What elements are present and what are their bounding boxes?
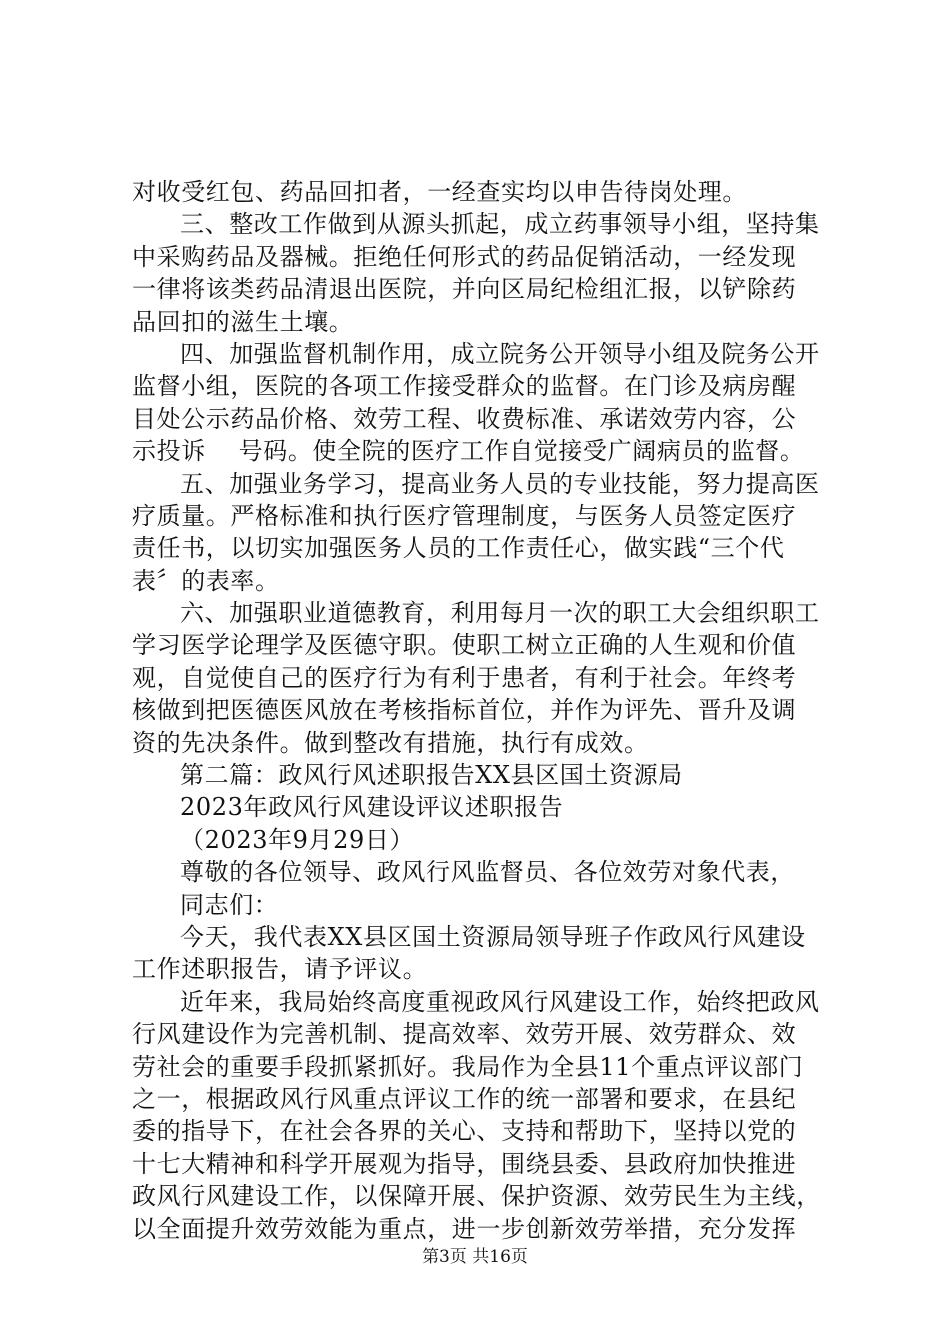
text-line: 对收受红包、药品回扣者，一经查实均以申告待岗处理。: [132, 178, 747, 206]
text-line: 五、加强业务学习，提高业务人员的专业技能，努力提高医: [180, 469, 820, 498]
text-line: 品回扣的滋生土壤。: [132, 307, 354, 336]
text-line: 表〞的表率。: [132, 566, 280, 595]
text-line: 一律将该类药品清退出医院，并向区局纪检组汇报，以铲除药: [132, 275, 797, 304]
text-line: 近年来，我局始终高度重视政风行风建设工作，始终把政风: [180, 987, 820, 1016]
text-line: 责任书，以切实加强医务人员的工作责任心，做实践“三个代: [132, 534, 785, 563]
text-line: 今天，我代表XX县区国土资源局领导班子作政风行风建设: [180, 922, 806, 951]
text-line: 核做到把医德医风放在考核指标首位，并作为评先、晋升及调: [132, 696, 797, 725]
text-line: 之一，根据政风行风重点评议工作的统一部署和要求，在县纪: [132, 1084, 797, 1113]
text-line: 行风建设作为完善机制、提高效率、效劳开展、效劳群众、效: [132, 1020, 797, 1049]
page-footer: [0, 1246, 950, 1268]
text-line: 示投诉 号码。使全院的医疗工作自觉接受广阔病员的监督。: [132, 437, 805, 466]
text-line: 政风行风建设工作，以保障开展、保护资源、效劳民生为主线，: [132, 1182, 821, 1211]
text-line: 中采购药品及器械。拒绝任何形式的药品促销活动，一经发现: [132, 242, 797, 271]
text-line: 尊敬的各位领导、政风行风监督员、各位效劳对象代表，: [180, 858, 795, 887]
page-number-label: 第3页 共16页: [422, 1247, 528, 1267]
text-line: 2023年政风行风建设评议述职报告: [180, 793, 564, 822]
text-line: 劳社会的重要手段抓紧抓好。我局作为全县11个重点评议部门: [132, 1052, 804, 1081]
text-line: 六、加强职业道德教育，利用每月一次的职工大会组织职工: [180, 599, 820, 628]
text-line: 工作述职报告，请予评议。: [132, 955, 428, 984]
text-line: （2023年9月29日）: [180, 825, 415, 854]
text-line: 疗质量。严格标准和执行医疗管理制度，与医务人员签定医疗: [132, 501, 797, 530]
text-line: 观，自觉使自己的医疗行为有利于患者，有利于社会。年终考: [132, 663, 797, 692]
text-line: 以全面提升效劳效能为重点，进一步创新效劳举措，充分发挥: [132, 1214, 797, 1243]
text-line: 目处公示药品价格、效劳工程、收费标准、承诺效劳内容，公: [132, 404, 797, 433]
text-line: 第二篇：政风行风述职报告XX县区国土资源局: [180, 761, 683, 790]
text-line: 监督小组，医院的各项工作接受群众的监督。在门诊及病房醒: [132, 372, 797, 401]
text-line: 十七大精神和科学开展观为指导，围绕县委、县政府加快推进: [132, 1149, 797, 1178]
text-line: 委的指导下，在社会各界的关心、支持和帮助下，坚持以党的: [132, 1117, 797, 1146]
text-line: 学习医学论理学及医德守职。使职工树立正确的人生观和价值: [132, 631, 797, 660]
document-body: [132, 176, 832, 1245]
text-line: 四、加强监督机制作用，成立院务公开领导小组及院务公开: [180, 339, 820, 368]
text-line: 资的先决条件。做到整改有措施，执行有成效。: [132, 728, 649, 757]
text-line: 三、整改工作做到从源头抓起，成立药事领导小组，坚持集: [180, 210, 820, 239]
text-line: 同志们：: [180, 890, 279, 919]
